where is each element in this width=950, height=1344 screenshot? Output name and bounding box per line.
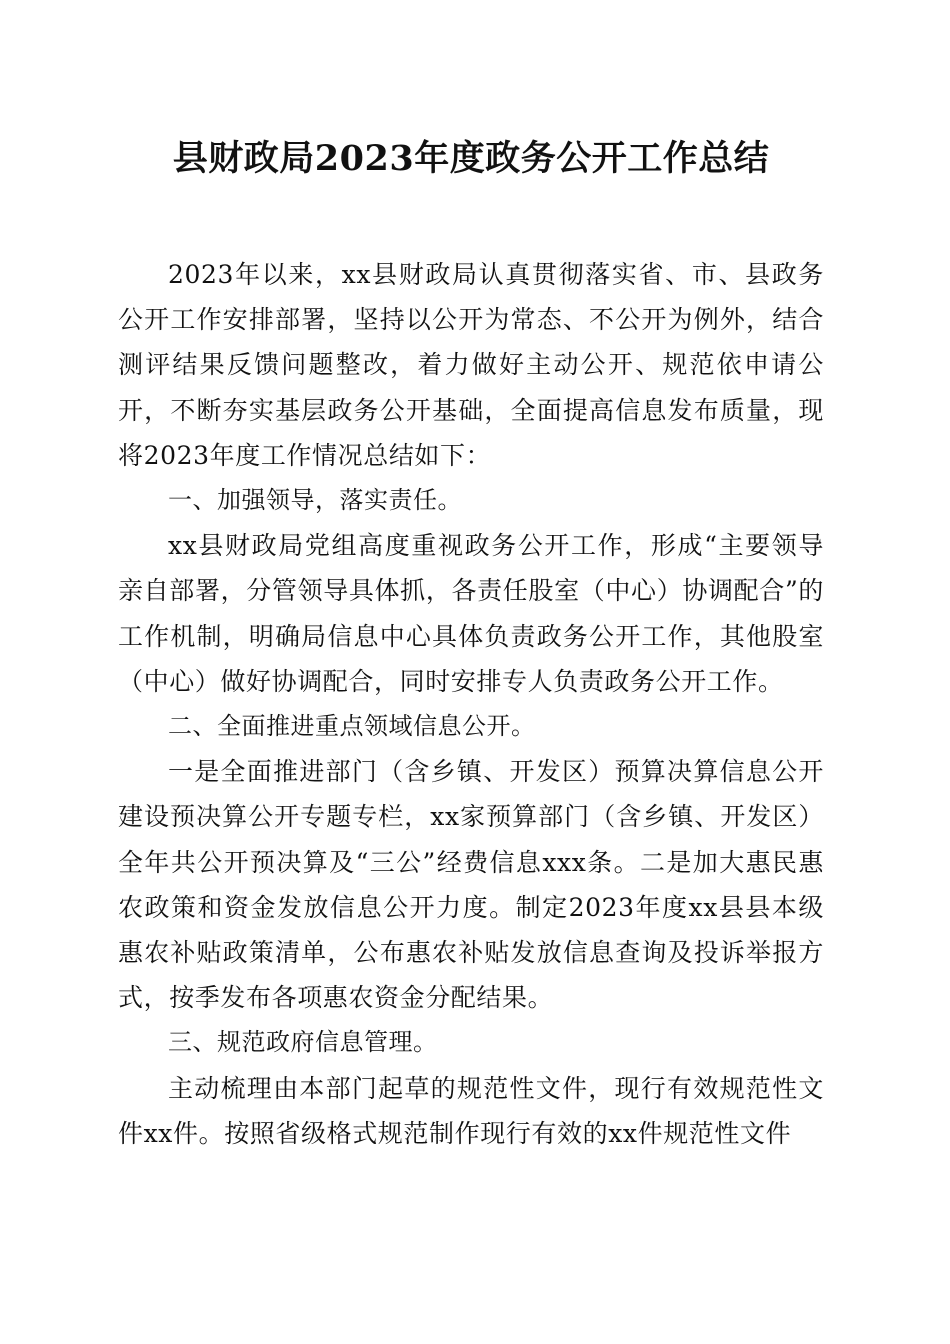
document-page (118, 128, 824, 1156)
document-title: 县财政局2023年度政务公开工作总结 (172, 138, 770, 179)
section-heading-2: 二、全面推进重点领域信息公开。 (168, 712, 536, 741)
section-body-3: 主动梳理由本部门起草的规范性文件，现行有效规范性文件xx件。按照省级格式规范制作现行有效的xx件规范性文件 (118, 1073, 824, 1148)
intro-paragraph: 2023年以来，xx县财政局认真贯彻落实省、市、县政务公开工作安排部署，坚持以公开为常态、不公开为例外，结合测评结果反馈问题整改，着力做好主动公开、规范依申请公开，不断夯实基层政务公开基础，全面提高信息发布质量，现将2023年度工作情况总结如下： (118, 260, 824, 470)
section-heading-3: 三、规范政府信息管理。 (168, 1028, 438, 1057)
section-heading-1: 一、加强领导，落实责任。 (168, 486, 462, 515)
section-body-2: 一是全面推进部门（含乡镇、开发区）预算决算信息公开建设预决算公开专题专栏，xx家预算部门（含乡镇、开发区）全年共公开预决算及“三公”经费信息xxx条。二是加大惠民惠农政策和资金发放信息公开力度。制定2023年度xx县县本级惠农补贴政策清单，公布惠农补贴发放信息查询及投诉举报方式，按季发布各项惠农资金分配结果。 (118, 757, 824, 1013)
section-body-1: xx县财政局党组高度重视政务公开工作，形成“主要领导亲自部署，分管领导具体抓，各责任股室（中心）协调配合”的工作机制，明确局信息中心具体负责政务公开工作，其他股室（中心）做好协调配合，同时安排专人负责政务公开工作。 (118, 531, 824, 696)
